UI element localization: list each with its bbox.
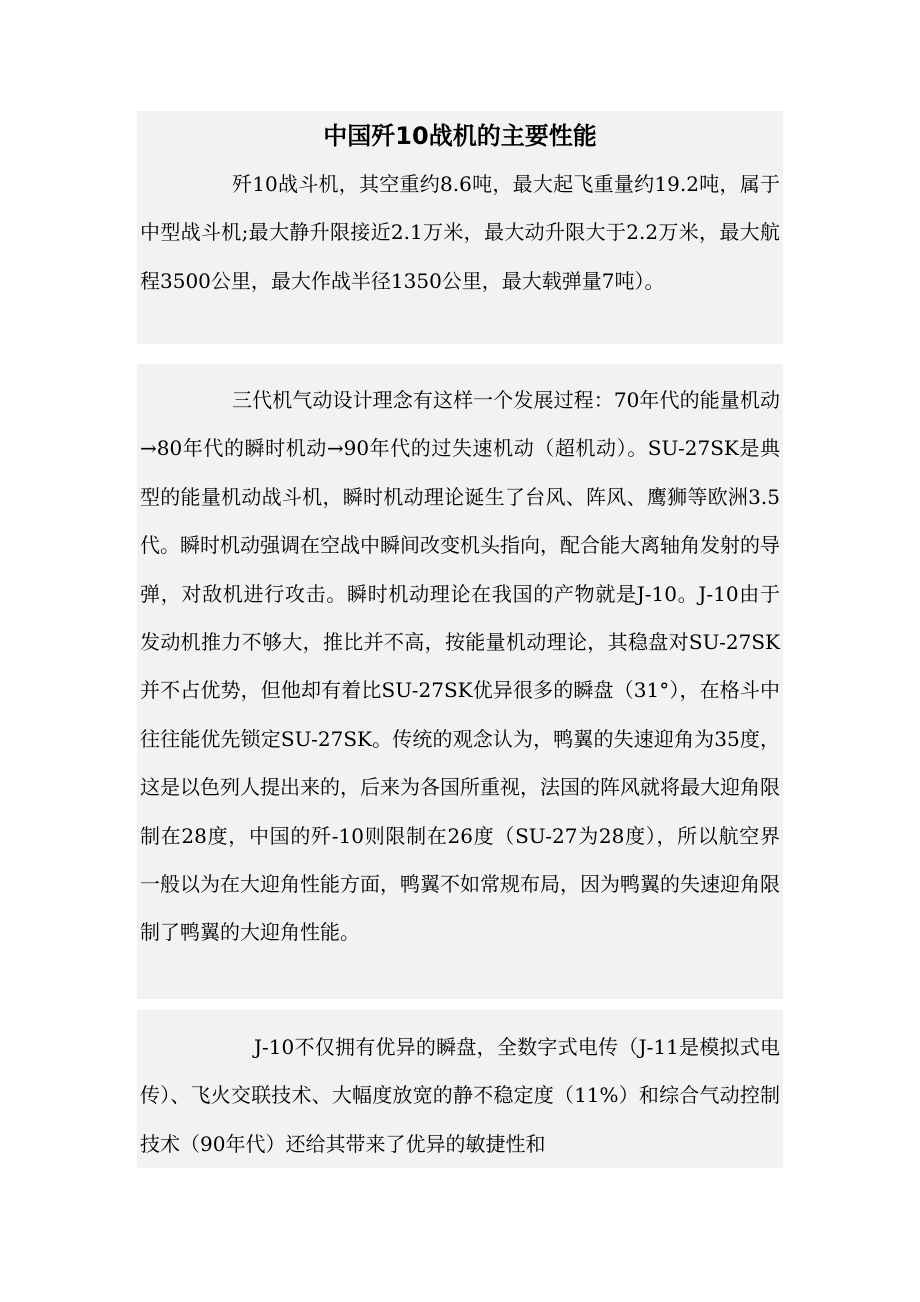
document-title: 中国歼10战机的主要性能: [323, 122, 597, 150]
paragraph-maneuver-theory: 三代机气动设计理念有这样一个发展过程：70年代的能量机动→80年代的瞬时机动→90年代的过失速机动（超机动）。SU-27SK是典型的能量机动战斗机，瞬时机动理论诞生了台风、阵风、鹰狮等欧洲3.5代。瞬时机动强调在空战中瞬间改变机头指向，配合能大离轴角发射的导弹，对敌机进行攻击。瞬时机动理论在我国的产物就是J-10。J-10由于发动机推力不够大，推比并不高，按能量机动理论，其稳盘对SU-27SK并不占优势，但他却有着比SU-27SK优异很多的瞬盘（31°），在格斗中往往能优先锁定SU-27SK。传统的观念认为，鸭翼的失速迎角为35度，这是以色列人提出来的，后来为各国所重视，法国的阵风就将最大迎角限制在28度，中国的歼-10则限制在26度（SU-27为28度），所以航空界一般以为在大迎角性能方面，鸭翼不如常规布局，因为鸭翼的失速迎角限制了鸭翼的大迎角性能。: [140, 388, 780, 945]
paragraph-agility: J-10不仅拥有优异的瞬盘，全数字式电传（J-11是模拟式电传）、飞火交联技术、大幅度放宽的静不稳定度（11%）和综合气动控制技术（90年代）还给其带来了优异的敏捷性和: [140, 1035, 780, 1156]
paragraph-specifications: 歼10战斗机，其空重约8.6吨，最大起飞重量约19.2吨，属于中型战斗机;最大静升限接近2.1万米，最大动升限大于2.2万米，最大航程3500公里，最大作战半径1350公里，最大载弹量7吨）。: [140, 172, 780, 293]
